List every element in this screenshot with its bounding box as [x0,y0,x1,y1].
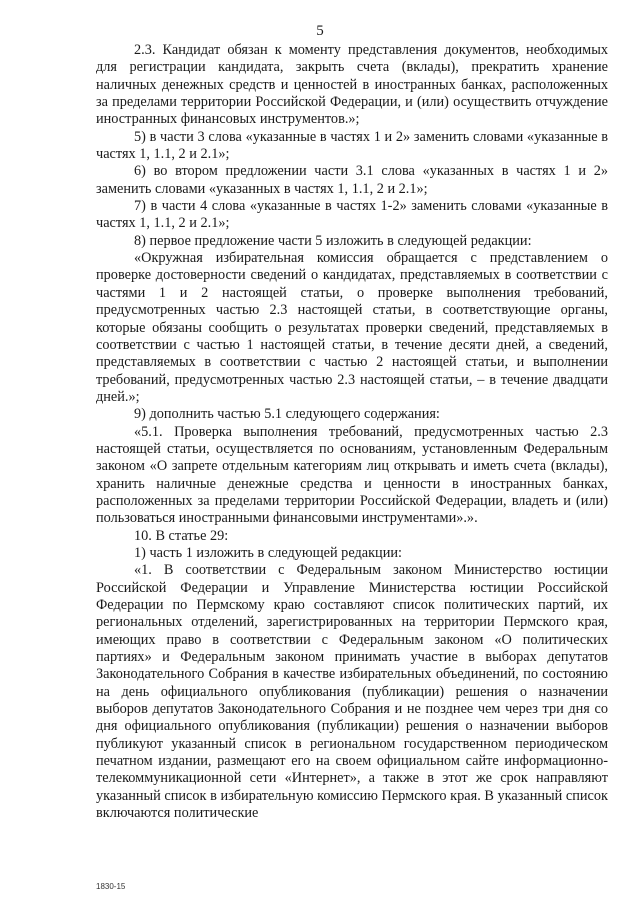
paragraph-article-29: 10. В статье 29: [134,527,229,544]
paragraph-item-6: 6) во втором предложении части 3.1 слова «указанных в частях 1 и 2» заменить словами «указанных в частях 1, 1.1, 2 и 2.1»; [96,163,608,197]
paragraph-item-5: 5) в части 3 слова «указанные в частях 1 и 2» заменить словами «указанные в частях 1, 1.1, 2 и 2.1»; [96,128,608,163]
paragraph-quote-5-1: «5.1. Проверка выполнения требований, предусмотренных частью 2.3 настоящей статьи, осуществляется по основаниям, установленным Федеральным законом «О запрете отдельным категориям лиц открывать и иметь счета (вклады), хранить наличные денежные средства и ценности в иностранных банках, расположенных за пределами территории Российской Федерации, владеть и (или) пользоваться иностранными финансовыми инструментами».». [96,423,608,527]
page-number: 5 [316,23,324,39]
paragraph-2-3: 2.3. Кандидат обязан к моменту представления документов, необходимых для регистрации кандидата, закрыть счета (вклады), прекратить хранение наличных денежных средств и ценностей в иностранных банках, расположенных за пределами территории Российской Федерации, и (или) осуществить отчуждение иностранных финансовых инструментов.»; [96,42,608,128]
paragraph-item-1: 1) часть 1 изложить в следующей редакции: [134,544,402,561]
paragraph-quote-part-1: «1. В соответствии с Федеральным законом Министерство юстиции Российской Федерации и Управление Министерства юстиции Российской Федерации по Пермскому краю составляют список политических партий, их региональных отделений, зарегистрированных на территории Пермского края, имеющих право в соответствии с Федеральным законом «О политических партиях» и Федеральным законом принимать участие в выборах депутатов Законодательного Собрания в качестве избирательных объединений, по состоянию на день официального опубликования (публикации) решения о назначении выборов депутатов Законодательного Собрания и не позднее чем через три дня со дня официального опубликования (публикации) решения о назначении выборов публикуют указанный список в региональном государственном периодическом печатном издании, размещают его на своем официальном сайте информационно-телекоммуникационной сети «Интернет», а также в этот же срок направляют указанный список в избирательную комиссию Пермского края. В указанный список включаются политические [96,562,608,822]
paragraph-item-9: 9) дополнить частью 5.1 следующего содержания: [134,406,440,423]
paragraph-item-7: 7) в части 4 слова «указанные в частях 1-2» заменить словами «указанные в частях 1, 1.1, 2 и 2.1»; [96,198,608,232]
paragraph-item-8: 8) первое предложение части 5 изложить в следующей редакции: [134,232,532,249]
document-code: 1830-15 [96,882,126,891]
paragraph-quote-part-5: «Окружная избирательная комиссия обращается с представлением о проверке достоверности сведений о кандидатах, представляемых в соответствии с частями 1 и 2 настоящей статьи, о проверке выполнения требований, предусмотренных частью 2.3 настоящей статьи, в соответствующие органы, которые обязаны сообщить о результатах проверки сведений, представляемых в соответствии с частью 1 настоящей статьи, в течение десяти дней, а сведений, представляемых в соответствии с частью 2 настоящей статьи, и выполнении требований, предусмотренных частью 2.3 настоящей статьи, – в течение двадцати дней.»; [96,250,608,405]
document-body [96,42,608,822]
